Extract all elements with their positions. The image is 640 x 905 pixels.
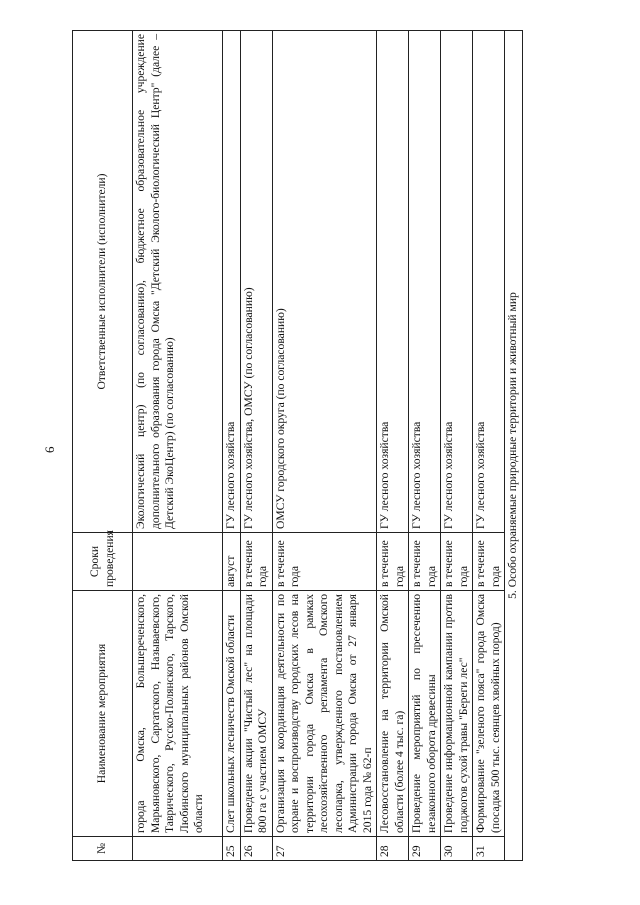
row-number: 27	[272, 837, 377, 861]
page-number: 6	[42, 446, 57, 453]
row-term: август	[223, 533, 241, 591]
row-term	[133, 533, 223, 591]
row-executors: ГУ лесного хозяйства, ОМСУ (по согласованию)	[240, 31, 272, 533]
header-term: Сроки проведения	[73, 533, 133, 591]
table-row	[272, 31, 377, 861]
table-row	[441, 31, 473, 861]
row-number: 30	[441, 837, 473, 861]
table-row	[473, 31, 505, 861]
row-term: в течение года	[473, 533, 505, 591]
row-activity-name: Лесовосстановление на территории Омской области (более 4 тыс. га)	[377, 591, 409, 837]
row-term: в течение года	[377, 533, 409, 591]
row-term: в течение года	[409, 533, 441, 591]
row-number: 29	[409, 837, 441, 861]
row-activity-name: Организация и координация деятельности по охране и воспроизводству городских лесов на территории города Омска в рамках лесохозяйственного регламента Омского лесопарка, утвержденного постановлением Администрации города Омска от 27 января 2015 года № 62-п	[272, 591, 377, 837]
table-row	[133, 31, 223, 861]
section-title: 5. Особо охраняемые природные территории и животный мир	[505, 31, 523, 861]
row-activity-name: Формирование "зеленого пояса" города Омска (посадка 500 тыс. сеянцев хвойных пород)	[473, 591, 505, 837]
row-executors: Экологический центр) (по согласованию), бюджетное образовательное учреждение дополнительного образования города Омска "Детский Эколого-биологический Центр" (далее – Детский ЭкоЦентр) (по согласованию)	[133, 31, 223, 533]
header-activity-name: Наименование мероприятия	[73, 591, 133, 837]
table-row	[409, 31, 441, 861]
row-executors: ГУ лесного хозяйства	[441, 31, 473, 533]
table-header-row	[73, 31, 133, 861]
row-executors: ГУ лесного хозяйства	[409, 31, 441, 533]
row-term: в течение года	[272, 533, 377, 591]
section-heading-row	[505, 31, 523, 861]
row-number: 28	[377, 837, 409, 861]
header-executors: Ответственные исполнители (исполнители)	[73, 31, 133, 533]
row-activity-name: Проведение информационной кампании против поджогов сухой травы "Береги лес"	[441, 591, 473, 837]
row-executors: ГУ лесного хозяйства	[223, 31, 241, 533]
table-row	[223, 31, 241, 861]
row-activity-name: города Омска, Большереченского, Марьяновского, Саргатского, Называевского, Таврического, Русско-Полянского, Тарского, Любинского муниципальных районов Омской области	[133, 591, 223, 837]
row-number: 25	[223, 837, 241, 861]
header-number: №	[73, 837, 133, 861]
row-term: в течение года	[441, 533, 473, 591]
row-executors: ОМСУ городского округа (по согласованию)	[272, 31, 377, 533]
row-executors: ГУ лесного хозяйства	[377, 31, 409, 533]
row-executors: ГУ лесного хозяйства	[473, 31, 505, 533]
row-activity-name: Слет школьных лесничеств Омской области	[223, 591, 241, 837]
row-activity-name: Проведение мероприятий по пресечению незаконного оборота древесины	[409, 591, 441, 837]
row-term: в течение года	[240, 533, 272, 591]
row-number	[133, 837, 223, 861]
table-row	[377, 31, 409, 861]
row-number: 26	[240, 837, 272, 861]
row-number: 31	[473, 837, 505, 861]
table-row	[240, 31, 272, 861]
activities-table	[72, 30, 523, 861]
rotated-page	[40, 15, 640, 875]
row-activity-name: Проведение акции "Чистый лес" на площади 800 га с участием ОМСУ	[240, 591, 272, 837]
